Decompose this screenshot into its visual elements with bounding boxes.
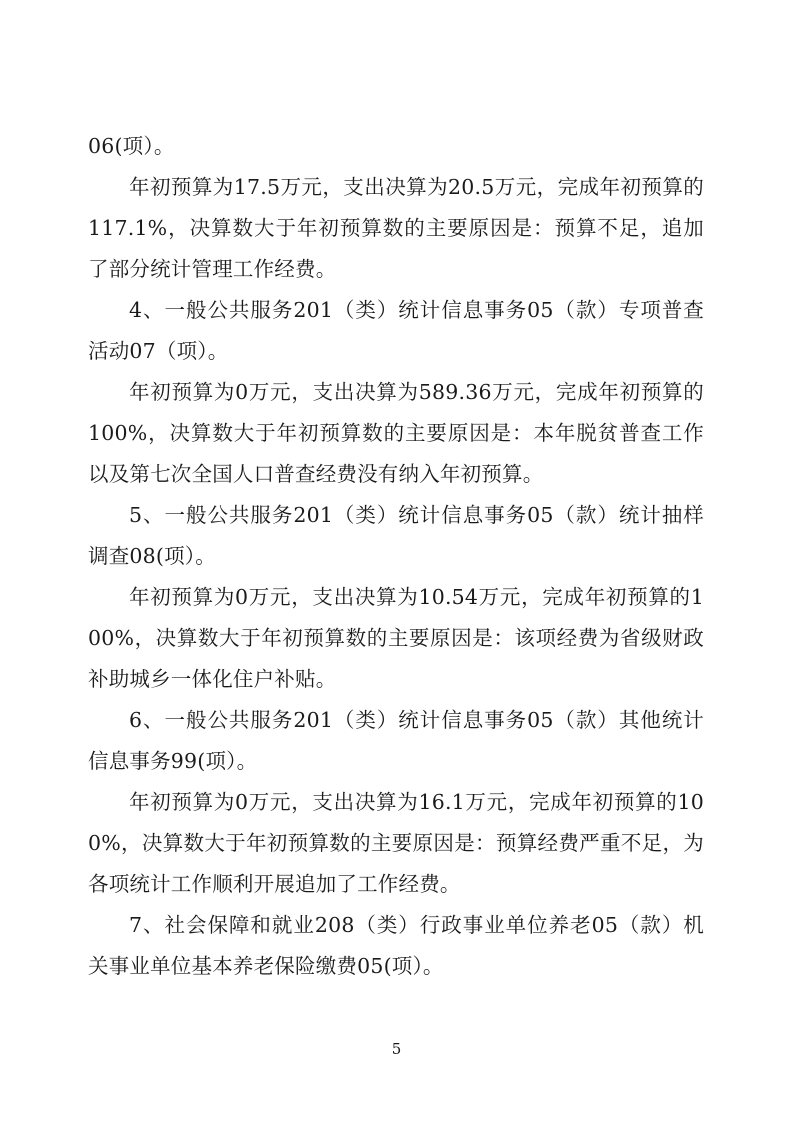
page-number: 5 bbox=[391, 1040, 402, 1058]
paragraph: 5、一般公共服务201（类）统计信息事务05（款）统计抽样调查08(项）。 bbox=[88, 503, 704, 568]
paragraph: 年初预算为0万元，支出决算为10.54万元，完成年初预算的100%，决算数大于年初预算数的主要原因是：该项经费为省级财政补助城乡一体化住户补贴。 bbox=[88, 585, 704, 691]
paragraph: 年初预算为0万元，支出决算为16.1万元，完成年初预算的100%，决算数大于年初预算数的主要原因是：预算经费严重不足，为各项统计工作顺利开展追加了工作经费。 bbox=[88, 790, 704, 896]
paragraph: 年初预算为0万元，支出决算为589.36万元，完成年初预算的100%，决算数大于年初预算数的主要原因是：本年脱贫普查工作以及第七次全国人口普查经费没有纳入年初预算。 bbox=[88, 380, 704, 486]
paragraph: 06(项）。 bbox=[88, 134, 175, 158]
paragraph: 6、一般公共服务201（类）统计信息事务05（款）其他统计信息事务99(项）。 bbox=[88, 708, 704, 773]
paragraph: 4、一般公共服务201（类）统计信息事务05（款）专项普查活动07（项）。 bbox=[88, 298, 704, 363]
paragraph: 7、社会保障和就业208（类）行政事业单位养老05（款）机关事业单位基本养老保险缴费05(项）。 bbox=[88, 913, 704, 978]
paragraph: 年初预算为17.5万元，支出决算为20.5万元，完成年初预算的117.1%，决算数大于年初预算数的主要原因是：预算不足，追加了部分统计管理工作经费。 bbox=[88, 175, 704, 281]
document-body bbox=[88, 126, 704, 987]
